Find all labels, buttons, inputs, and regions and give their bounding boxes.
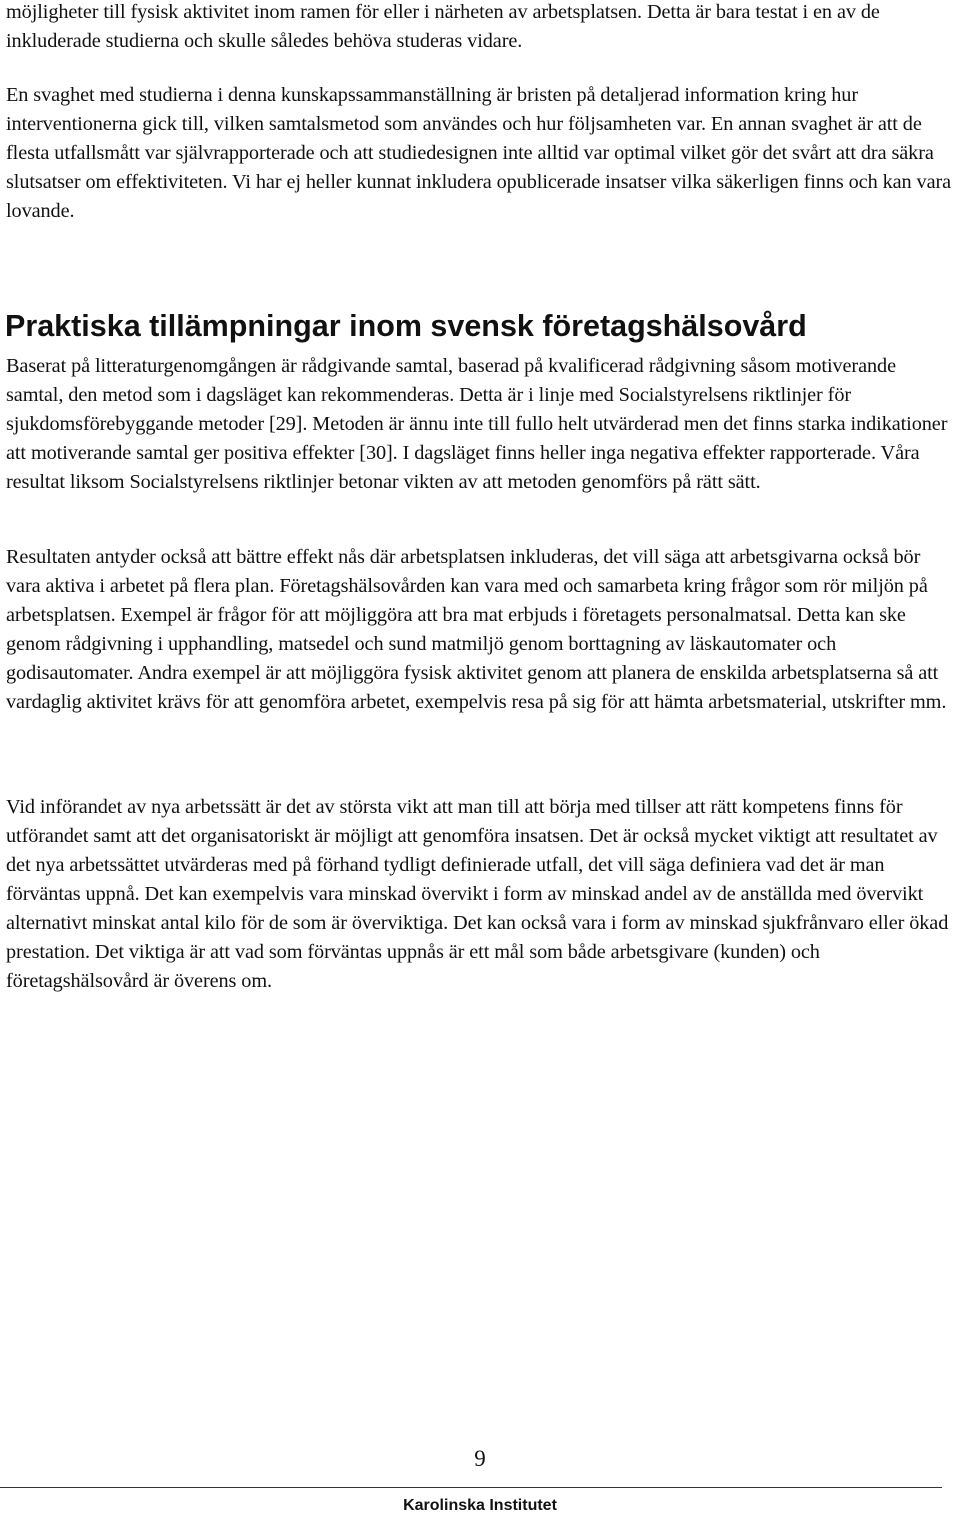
footer-institution: Karolinska Institutet — [403, 1497, 557, 1514]
page-number: 9 — [474, 1446, 486, 1471]
footer-divider — [0, 1487, 942, 1488]
paragraph-workplace: Resultaten antyder också att bättre effekt nås där arbetsplatsen inkluderas, det vill säga att arbetsgivarna också bör vara aktiva i arbetet på flera plan. Företagshälsovården kan vara med och samarbeta kring frågor som rör miljön på arbetsplatsen. Exempel är frågor för att möjliggöra att bra mat erbjuds i företagets personalmatsal. Detta kan ske genom rådgivning i upphandling, matsedel och sund matmiljö genom borttagning av läskautomater och godisautomater. Andra exempel är att möjliggöra fysisk aktivitet genom att planera de enskilda arbetsplatserna så att vardaglig aktivitet krävs för att genomföra arbetet, exempelvis resa på sig för att hämta arbetsmaterial, utskrifter mm. — [6, 546, 947, 713]
paragraph-continuation: möjligheter till fysisk aktivitet inom ramen för eller i närheten av arbetsplatsen. Detta är bara testat i en av de inkluderade studierna och skulle således behöva studeras vidare. — [6, 1, 880, 52]
paragraph-recommendation: Baserat på litteraturgenomgången är rådgivande samtal, baserad på kvalificerad rådgivning såsom motiverande samtal, den metod som i dagsläget kan rekommenderas. Detta är i linje med Socialstyrelsens riktlinjer för sjukdomsförebyggande metoder [29]. Metoden är ännu inte till fullo helt utvärderad men det finns starka indikationer att motiverande samtal ger positiva effekter [30]. I dagsläget finns heller inga negativa effekter rapporterade. Våra resultat liksom Socialstyrelsens riktlinjer betonar vikten av att metoden genomförs på rätt sätt. — [6, 355, 948, 493]
section-heading: Praktiska tillämpningar inom svensk företagshälsovård — [5, 309, 807, 343]
paragraph-weaknesses: En svaghet med studierna i denna kunskapssammanställning är bristen på detaljerad information kring hur interventionerna gick till, vilken samtalsmetod som användes och hur följsamheten var. En annan svaghet är att de flesta utfallsmått var självrapporterade och att studiedesignen inte alltid var optimal vilket gör det svårt att dra säkra slutsatser om effektiviteten. Vi har ej heller kunnat inkludera opublicerade insatser vilka säkerligen finns och kan vara lovande. — [6, 84, 952, 222]
paragraph-implementation: Vid införandet av nya arbetssätt är det av största vikt att man till att börja med tillser att rätt kompetens finns för utförandet samt att det organisatoriskt är möjligt att genomföra insatsen. Det är också mycket viktigt att resultatet av det nya arbetssättet utvärderas med på förhand tydligt definierade utfall, det vill säga definiera vad det är man förväntas uppnå. Det kan exempelvis vara minskad övervikt i form av minskad andel av de anställda med övervikt alternativt minskat antal kilo för de som är överviktiga. Det kan också vara i form av minskad sjukfrånvaro eller ökad prestation. Det viktiga är att vad som förväntas uppnås är ett mål som både arbetsgivare (kunden) och företagshälsovård är överens om. — [6, 796, 949, 992]
